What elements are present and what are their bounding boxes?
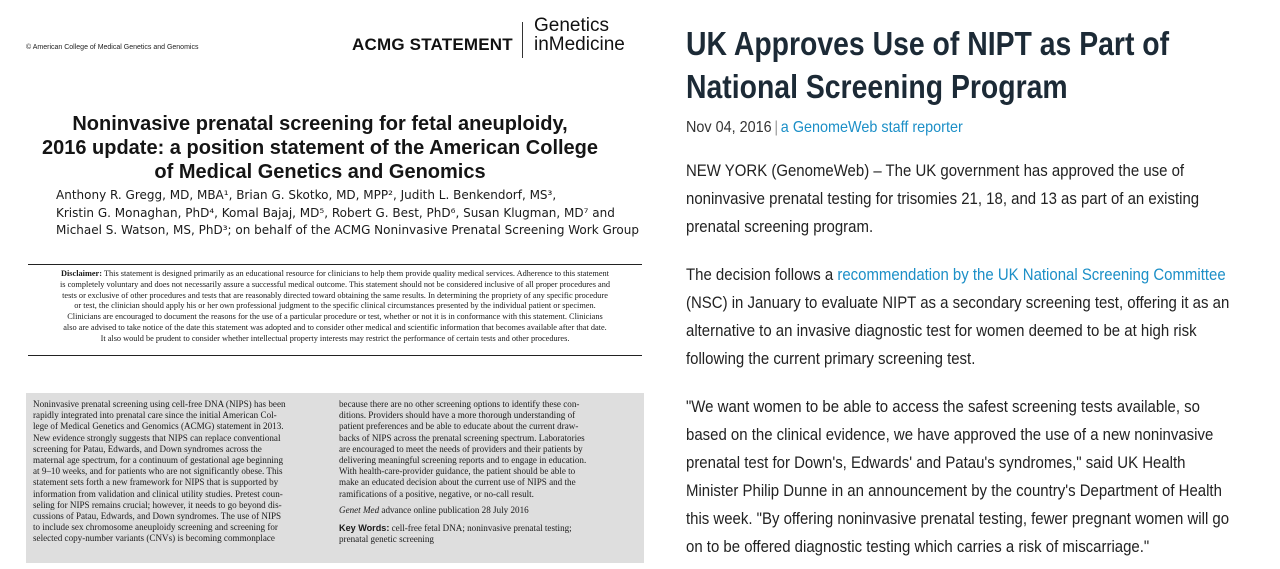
publish-date: Nov 04, 2016: [686, 119, 772, 136]
abstract-column-right: [339, 399, 639, 545]
news-article-panel: [660, 0, 1280, 569]
abstract-line: rapidly integrated into prenatal care since the initial American Col-: [33, 410, 277, 421]
abstract-line: cussions of Patau, Edwards, and Down syndromes. The use of NIPS: [33, 511, 282, 522]
author-line: Michael S. Watson, MS, PhD³; on behalf of the ACMG Noninvasive Prenatal Screening Work Group: [56, 223, 639, 237]
disclaimer-line: or test, the clinician should apply his or her own professional judgment to the specific clinical circumstances presented by the individual patient or specimen.: [74, 301, 596, 311]
byline: [686, 119, 963, 137]
abstract-line: patient preferences and be able to educate about the current draw-: [339, 421, 579, 432]
disclaimer-line: also are advised to take notice of the date this statement was adopted and to consider other medical and scientific information that becomes available after that date.: [63, 322, 607, 332]
abstract-line: because there are no other screening options to identify these con-: [339, 399, 580, 409]
keywords-label: Key Words:: [339, 523, 390, 534]
disclaimer-block: [28, 269, 642, 345]
abstract-line: information from validation and clinical utility studies. Pretest coun-: [33, 488, 283, 499]
headline-line: UK Approves Use of NIPT as Part of: [686, 25, 1170, 62]
abstract-line: ditions. Providers should have a more thorough understanding of: [339, 410, 576, 421]
paragraph-3: [686, 393, 1229, 561]
paragraph-line: prenatal screening program.: [686, 217, 874, 236]
disclaimer-line: is completely voluntary and does not necessarily assure a successful medical outcome. This statement should not be considered inclusive of all proper procedures and: [59, 279, 611, 289]
journal-logo: [534, 16, 625, 54]
paper-title-line: 2016 update: a position statement of the American College: [41, 137, 599, 159]
disclaimer-line: It also would be prudent to consider whether intellectual property interests may restrict the performance of certain tests and other procedures.: [100, 333, 570, 343]
paragraph-2: [686, 261, 1229, 373]
paragraph-line: prenatal test for Down's, Edwards' and Patau's syndromes," said UK Health: [686, 453, 1186, 472]
paper-title-line: of Medical Genetics and Genomics: [154, 161, 486, 183]
abstract-line: seling for NIPS remains crucial; however, it needs to go beyond dis-: [33, 499, 282, 510]
paragraph-line: based on the clinical evidence, we have approved the use of a new noninvasive: [686, 425, 1214, 444]
keywords-line: [339, 523, 639, 534]
abstract-line: make an educated decision about the current use of NIPS and the: [339, 477, 576, 488]
paragraph-line: "We want women to be able to access the safest screening tests available, so: [686, 397, 1200, 416]
keywords-line-2: prenatal genetic screening: [339, 534, 434, 545]
abstract-line: With health-care-provider guidance, the patient should be able to: [339, 466, 576, 477]
paragraph-line: [686, 261, 1229, 289]
disclaimer-bottom-rule: [28, 355, 642, 356]
abstract-line: lege of Medical Genetics and Genomics (ACMG) statement in 2013.: [33, 421, 284, 432]
abstract-line: selected copy-number variants (CNVs) is becoming commonplace: [33, 533, 275, 544]
paragraph-line: on to be offered diagnostic testing which carries a risk of miscarriage.": [686, 537, 1150, 556]
author-link[interactable]: a GenomeWeb staff reporter: [780, 119, 963, 136]
masthead-divider: [522, 22, 523, 58]
paper-title: [0, 112, 640, 184]
disclaimer-top-rule: [28, 264, 642, 265]
paragraph-line: following the current primary screening test.: [686, 349, 976, 368]
author-line: Anthony R. Gregg, MD, MBA¹, Brian G. Skotko, MD, MPP², Judith L. Benkendorf, MS³,: [56, 188, 557, 202]
abstract-line: maternal age spectrum, for a continuum of gestational age beginning: [33, 455, 283, 466]
citation-journal: Genet Med: [339, 504, 380, 515]
disclaimer-line: tests or exclusive of other procedures and tests that are reasonably directed toward obtaining the same results. In determining the propriety of any specific procedure: [62, 290, 608, 300]
author-list: [56, 187, 646, 240]
disclaimer-label: Disclaimer:: [61, 269, 103, 278]
disclaimer-line: [28, 269, 642, 280]
abstract-line: statement sets forth a new framework for NIPS that is supported by: [33, 477, 279, 488]
copyright-notice: © American College of Medical Genetics and Genomics: [26, 44, 199, 51]
paragraph-line: (NSC) in January to evaluate NIPT as a secondary screening test, offering it as an: [686, 293, 1230, 312]
abstract-line: at 9–10 weeks, and for patients who are not significantly obese. This: [33, 466, 283, 477]
paragraph-line: Minister Philip Dunne in an announcement by the country's Department of Health: [686, 481, 1222, 500]
citation-line: [339, 505, 639, 516]
paper-title-line: Noninvasive prenatal screening for fetal aneuploidy,: [72, 113, 568, 135]
abstract-line: delivering meaningful screening reports and to engage in education.: [339, 455, 587, 466]
abstract-line: New evidence strongly suggests that NIPS can replace conventional: [33, 432, 281, 443]
disclaimer-line: Clinicians are encouraged to document the reasons for the use of a particular procedure or test, whether or not it is in conformance with this statement. Clinicians: [67, 312, 603, 322]
abstract-column-left: [33, 399, 331, 545]
abstract-line: Noninvasive prenatal screening using cell-free DNA (NIPS) has been: [33, 399, 286, 409]
abstract-line: ramifications of a positive, negative, or no-call result.: [339, 488, 534, 499]
disclaimer-first-line: This statement is designed primarily as an educational resource for clinicians to help them provide quality medical services. Adherence to this statement: [103, 269, 609, 278]
author-line: Kristin G. Monaghan, PhD⁴, Komal Bajaj, MD⁵, Robert G. Best, PhD⁶, Susan Klugman, MD⁷ and: [56, 205, 615, 220]
abstract-line: screening for Patau, Edwards, and Down syndromes across the: [33, 443, 262, 454]
paragraph-line: noninvasive prenatal testing for trisomies 21, 18, and 13 as part of an existing: [686, 189, 1200, 208]
keywords-text: cell-free fetal DNA; noninvasive prenatal testing;: [389, 523, 572, 534]
journal-logo-line1: Genetics: [534, 15, 609, 36]
news-headline: [686, 22, 1169, 108]
byline-separator: |: [774, 119, 779, 136]
journal-logo-line2: inMedicine: [534, 34, 625, 55]
headline-line: National Screening Program: [686, 68, 1068, 105]
nsc-recommendation-link[interactable]: recommendation by the UK National Screening Committee: [837, 265, 1226, 284]
masthead-statement-label: ACMG STATEMENT: [352, 35, 513, 54]
paragraph-1: [686, 157, 1199, 241]
paragraph-line: this week. "By offering noninvasive prenatal testing, fewer pregnant women will go: [686, 509, 1230, 528]
paragraph-2-prefix: The decision follows a: [686, 265, 838, 284]
abstract-line: backs of NIPS across the prenatal screening spectrum. Laboratories: [339, 432, 585, 443]
paragraph-line: alternative to an invasive diagnostic test for women deemed to be at high risk: [686, 321, 1197, 340]
abstract-line: to include sex chromosome aneuploidy screening and screening for: [33, 522, 278, 533]
abstract-line: are encouraged to meet the needs of providers and their patients by: [339, 443, 583, 454]
paragraph-line: NEW YORK (GenomeWeb) – The UK government has approved the use of: [686, 161, 1185, 180]
citation-details: advance online publication 28 July 2016: [379, 504, 529, 515]
